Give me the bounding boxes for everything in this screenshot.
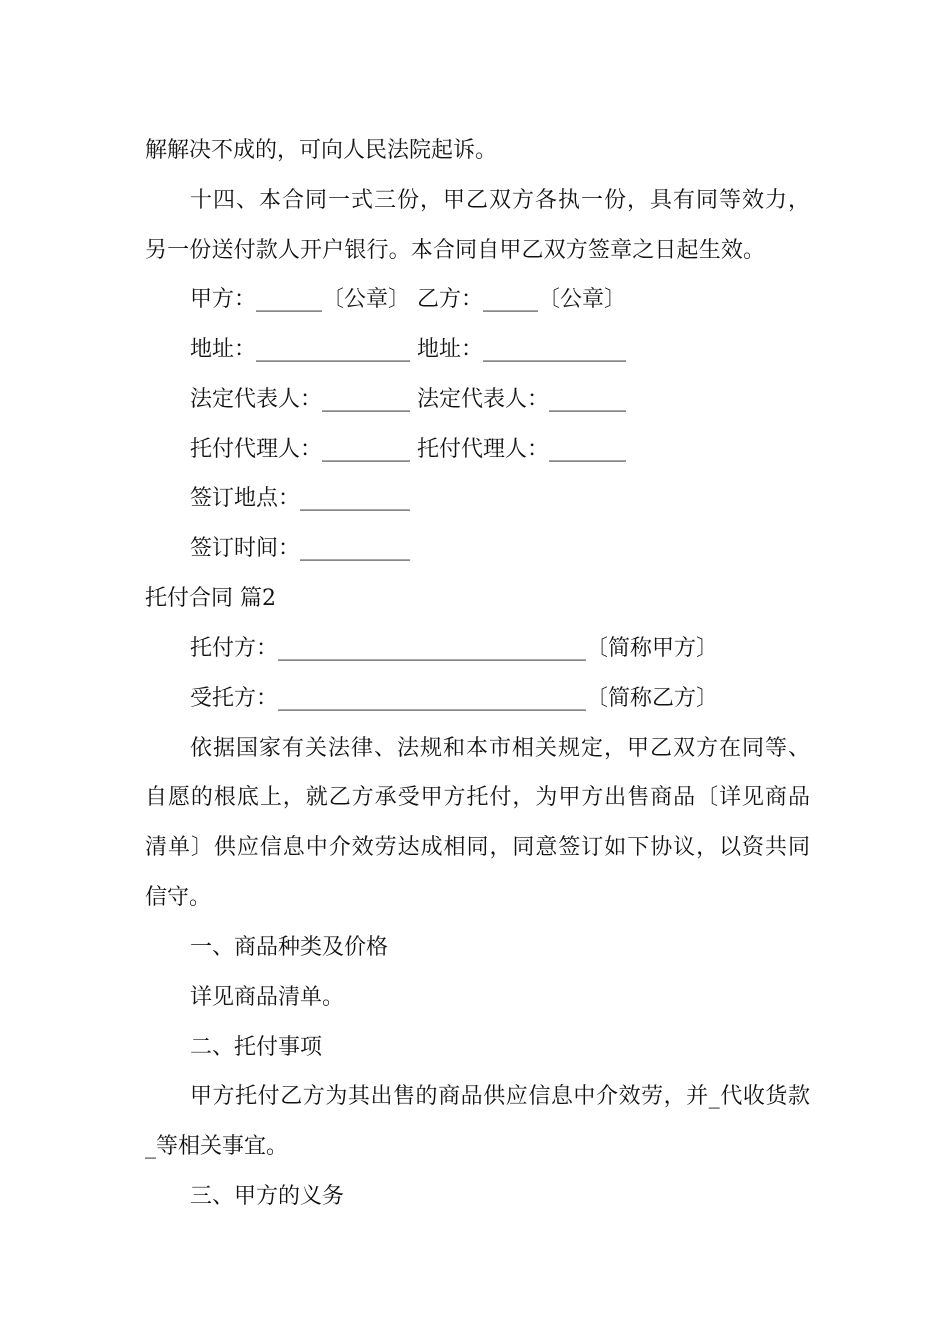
signing-place-line: 签订地点：__________ [190,486,411,511]
text-line-21: _等相关事宜。 [145,1134,289,1159]
clause-heading-3: 三、甲方的义务 [190,1184,345,1209]
entrusting-party-line: 托付方：____________________________〔简称甲方〕 [190,636,719,661]
text-line-20: 甲方托付乙方为其出售的商品供应信息中介效劳，并_代收货款 [190,1084,810,1109]
text-line-14: 自愿的根底上，就乙方承受甲方托付，为甲方出售商品〔详见商品 [145,785,810,810]
clause-heading-2: 二、托付事项 [190,1035,323,1060]
entrusted-party-line: 受托方：____________________________〔简称乙方〕 [190,686,719,711]
section-heading-contract-2: 托付合同 篇2 [145,586,276,611]
text-line-3: 另一份送付款人开户银行。本合同自甲乙双方签章之日起生效。 [145,238,765,263]
text-line-1: 解解决不成的，可向人民法院起诉。 [145,138,498,163]
text-line-15: 清单〕供应信息中介效劳达成相同，同意签订如下协议，以资共同 [145,835,810,860]
text-line-2: 十四、本合同一式三份，甲乙双方各执一份，具有同等效力， [190,188,810,213]
signature-agent-line: 托付代理人：________ 托付代理人：_______ [190,437,626,462]
signature-party-line: 甲方：______〔公章〕 乙方：_____〔公章〕 [190,287,626,312]
signature-address-line: 地址：______________ 地址：_____________ [190,337,626,362]
text-line-13: 依据国家有关法律、法规和本市相关规定，甲乙双方在同等、 [190,736,810,761]
text-line-16: 信守。 [145,885,212,910]
signing-time-line: 签订时间：__________ [190,536,411,561]
text-line-18: 详见商品清单。 [190,985,345,1010]
clause-heading-1: 一、商品种类及价格 [190,935,389,960]
signature-legal-rep-line: 法定代表人：________ 法定代表人：_______ [190,387,626,412]
